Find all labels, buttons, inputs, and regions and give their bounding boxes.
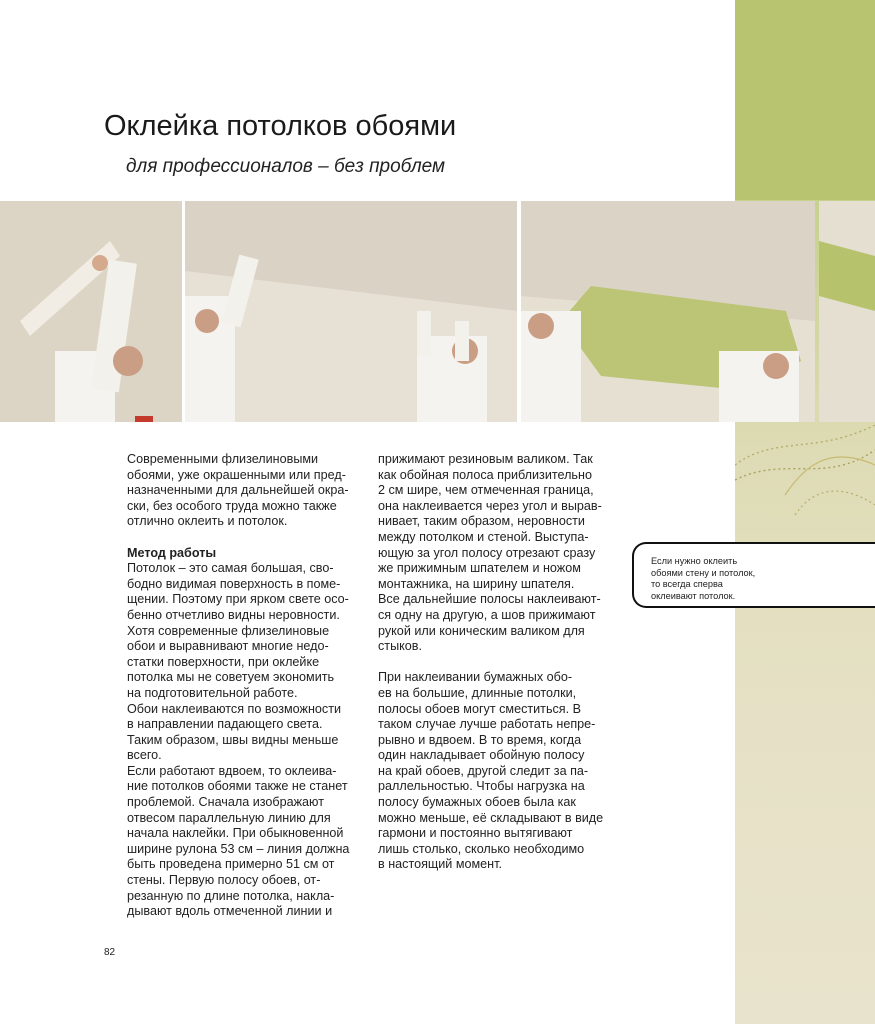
body-line: гармони и постоянно вытягивают	[378, 826, 573, 841]
intro-line: обоями, уже окрашенными или пред-	[127, 467, 346, 482]
body-line: При наклеивании бумажных обо-	[378, 670, 573, 685]
tip-line: Если нужно оклеить	[651, 556, 738, 566]
body-line: как обойная полоса приблизительно	[378, 467, 592, 482]
body-line: прижимают резиновым валиком. Так	[378, 452, 593, 466]
body-line: в направлении падающего света.	[127, 717, 323, 732]
body-line: рывно и вдвоем. В то время, когда	[378, 732, 582, 747]
body-line: проблемой. Сначала изображают	[127, 795, 324, 810]
body-line: 2 см шире, чем отмеченная граница,	[378, 483, 594, 498]
body-line: дывают вдоль отмеченной линии и	[127, 904, 333, 919]
tip-text	[651, 556, 791, 602]
body-line: монтажника, на ширину шпателя.	[378, 576, 575, 591]
tip-line: обоями стену и потолок,	[651, 567, 756, 578]
body-line: нивает, таким образом, неровности	[378, 514, 585, 529]
body-line: бенно отчетливо видны неровности.	[127, 607, 340, 622]
page-number: 82	[104, 947, 116, 958]
photo-green-wallpaper	[819, 201, 875, 422]
intro-line: отлично оклеить и потолок.	[127, 514, 288, 529]
body-line: Таким образом, швы видны меньше	[127, 732, 339, 747]
body-line: таком случае лучше работать непре-	[378, 717, 596, 732]
body-line: быть проведена примерно 51 см от	[127, 857, 335, 872]
body-line: стыков.	[378, 639, 422, 654]
body-line: лишь столько, сколько необходимо	[378, 841, 585, 856]
intro-line: назначенными для дальнейшей окра-	[127, 483, 349, 498]
body-line: Хотя современные флизелиновые	[127, 623, 330, 638]
body-line: Все дальнейшие полосы наклеивают-	[378, 592, 601, 607]
body-line: Потолок – это самая большая, сво-	[127, 561, 334, 576]
body-line: на край обоев, другой следит за па-	[378, 763, 589, 778]
text-column-2	[378, 452, 609, 873]
page-subtitle: для профессионалов – без проблем	[126, 156, 446, 177]
body-line: обои и выравнивают многие недо-	[127, 639, 329, 654]
body-line: можно меньше, её складывают в виде	[378, 810, 604, 825]
photo-applying-strip	[185, 201, 517, 422]
body-line: отвесом параллельную линию для	[127, 810, 331, 825]
body-line: резанную по длине потолка, накла-	[127, 888, 335, 903]
body-line: статки поверхности, при оклейке	[127, 654, 320, 669]
body-line: полосы обоев могут сместиться. В	[378, 701, 582, 716]
body-line: же прижимным шпателем и ножом	[378, 561, 581, 576]
body-line: стены. Первую полосу обоев, от-	[127, 873, 321, 888]
tip-line: то всегда сперва	[651, 579, 723, 589]
body-line: Обои наклеиваются по возможности	[127, 701, 342, 716]
text-column-1	[127, 452, 357, 920]
body-line: полосу бумажных обоев была как	[378, 795, 576, 810]
photo-marking-ceiling	[0, 201, 182, 422]
tip-line: оклеивают потолок.	[651, 590, 736, 601]
body-line: Если работают вдвоем, то оклеива-	[127, 763, 337, 778]
body-line: раллельностью. Чтобы нагрузка на	[378, 779, 585, 794]
body-line: ющую за угол полосу отрезают сразу	[378, 545, 596, 560]
body-line: ние потолков обоями также не станет	[127, 779, 348, 794]
body-line: ширине рулона 53 см – линия должна	[127, 841, 350, 856]
intro-line: ски, без особого труда можно также	[127, 498, 337, 513]
body-line: она наклеивается через угол и вырав-	[378, 498, 602, 513]
intro-line: Современными флизелиновыми	[127, 452, 319, 466]
body-line: бодно видимая поверхность в поме-	[127, 576, 341, 591]
section-heading: Метод работы	[127, 545, 217, 560]
body-line: начала наклейки. При обыкновенной	[127, 826, 344, 841]
photo-pressing-strip	[521, 201, 815, 422]
body-line: ся одну на другую, а шов прижимают	[378, 607, 596, 622]
body-line: щении. Поэтому при ярком свете осо-	[127, 592, 349, 607]
body-line: всего.	[127, 748, 162, 763]
body-line: один накладывает обойную полосу	[378, 748, 585, 763]
page-title: Оклейка потолков обоями	[104, 110, 457, 142]
body-line: ев на большие, длинные потолки,	[378, 685, 577, 700]
body-line: на подготовительной работе.	[127, 685, 298, 700]
green-wallpaper-top	[735, 0, 875, 200]
body-line: рукой или коническим валиком для	[378, 623, 585, 638]
photo-strip	[0, 201, 875, 422]
body-line: в настоящий момент.	[378, 857, 502, 872]
body-line: между потолком и стеной. Выступа-	[378, 529, 589, 544]
body-line: потолка мы не советуем экономить	[127, 670, 335, 685]
